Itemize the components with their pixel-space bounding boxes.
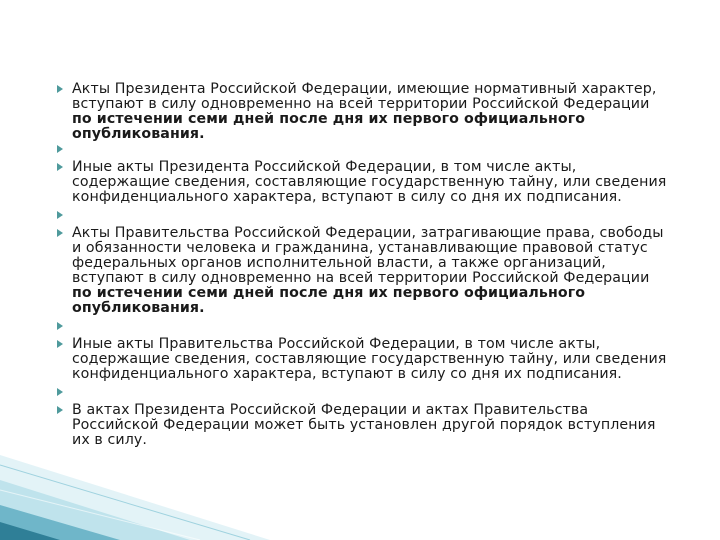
bullet-icon (57, 145, 63, 153)
list-item (50, 160, 670, 205)
list-item (50, 226, 670, 316)
list-item (50, 142, 670, 160)
bullet-icon (57, 85, 63, 93)
bullet-icon (57, 340, 63, 348)
item-text: В актах Президента Российской Федерации и актах Правительства Российской Федерации может быть установлен другой порядок вступления их в силу. (72, 402, 656, 448)
bullet-icon (57, 406, 63, 414)
item-text: Иные акты Президента Российской Федерации, в том числе акты, содержащие сведения, составляющие государственную тайну, или сведения конфиденциального характера, вступают в силу со дня их подписания. (72, 159, 667, 205)
list-item (50, 82, 670, 142)
list-item (50, 385, 670, 403)
bullet-icon (57, 388, 63, 396)
item-text: Иные акты Правительства Российской Федерации, в том числе акты, содержащие сведения, составляющие государственную тайну, или сведения конфиденциального характера, вступают в силу со дня их подписания. (72, 336, 667, 382)
item-emphasis: по истечении семи дней после дня их первого официального опубликования. (72, 285, 586, 316)
bullet-icon (57, 211, 63, 219)
bullet-icon (57, 163, 63, 171)
item-emphasis: по истечении семи дней после дня их первого официального опубликования. (72, 111, 586, 142)
item-text: Акты Президента Российской Федерации, имеющие нормативный характер, вступают в силу одновременно на всей территории Российской Федерации (72, 81, 657, 112)
list-item (50, 337, 670, 382)
list-item (50, 319, 670, 337)
bullet-icon (57, 322, 63, 330)
list-item (50, 208, 670, 226)
item-text: Акты Правительства Российской Федерации, затрагивающие права, свободы и обязанности человека и гражданина, устанавливающие правовой статус федеральных органов исполнительной власти, а также организаций, вступают в силу одновременно на всей территории Российской Федерации (72, 225, 664, 286)
bullet-icon (57, 229, 63, 237)
bullet-list (50, 82, 670, 448)
list-item (50, 403, 670, 448)
